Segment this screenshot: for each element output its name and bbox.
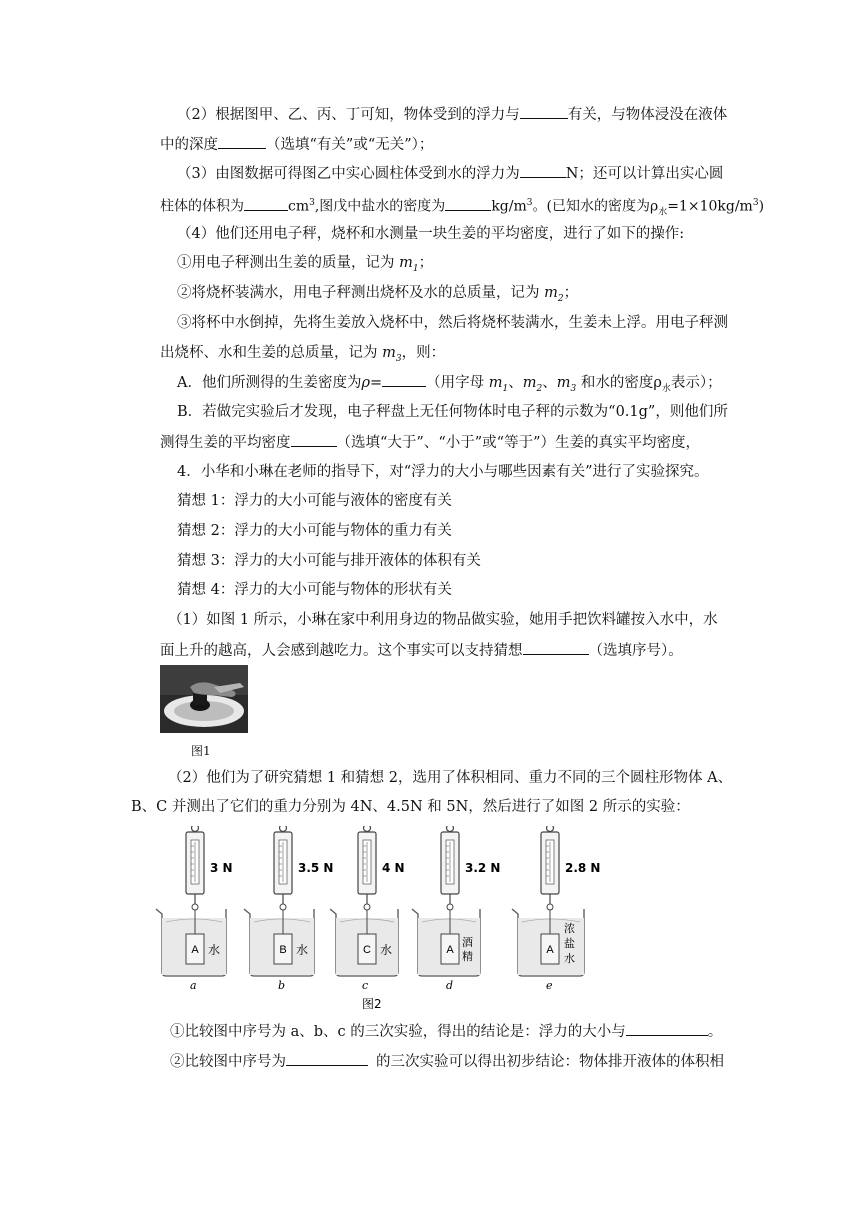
- answer-blank[interactable]: [626, 1021, 708, 1036]
- figure-2-caption: 图2: [362, 997, 382, 1011]
- hypothesis-1: 猜想 1：浮力的大小可能与液体的密度有关: [177, 493, 452, 509]
- liquid-e-1: 浓: [564, 922, 575, 935]
- label-c: c: [362, 979, 369, 992]
- reading-a: 3 N: [210, 861, 233, 875]
- text-line: 中的深度 （选填“有关”或“无关”）；: [160, 134, 433, 155]
- label-a: a: [190, 979, 197, 992]
- text-line: （2）根据图甲、乙、丙、丁可知，物体受到的浮力与 有关，与物体浸没在液体: [177, 104, 727, 125]
- block-c: C: [363, 944, 371, 956]
- liquid-b: 水: [296, 943, 309, 957]
- answer-blank[interactable]: [520, 163, 566, 178]
- text-line: ②比较图中序号为 的三次实验可以得出初步结论：物体排开液体的体积相: [170, 1051, 724, 1072]
- liquid-a: 水: [208, 943, 221, 957]
- reading-d: 3.2 N: [465, 861, 501, 875]
- block-a: A: [191, 944, 199, 956]
- text-line: ②将烧杯装满水，用电子秤测出烧杯及水的总质量，记为 $m_2$；: [177, 285, 579, 304]
- text-line: （2）他们为了研究猜想 1 和猜想 2，选用了体积相同、重力不同的三个圆柱形物体 A、: [168, 770, 733, 786]
- answer-blank[interactable]: [286, 1051, 368, 1066]
- figure-1-caption: 图1: [191, 744, 211, 758]
- hypothesis-3: 猜想 3：浮力的大小可能与排开液体的体积有关: [177, 553, 481, 569]
- text-line: ①用电子秤测出生姜的质量，记为 $m_1$；: [177, 255, 434, 274]
- answer-blank[interactable]: [520, 104, 568, 119]
- answer-blank[interactable]: [382, 372, 426, 387]
- question-4-heading: 4．小华和小琳在老师的指导下，对“浮力的大小与哪些因素有关”进行了实验探究。: [177, 464, 709, 480]
- liquid-e-3: 水: [564, 952, 575, 965]
- text-line: 面上升的越高，人会感到越吃力。这个事实可以支持猜想 （选填序号）。: [160, 640, 683, 661]
- figure-1-photo: [160, 665, 248, 733]
- answer-blank[interactable]: [445, 196, 491, 211]
- text-line: ③将杯中水倒掉，先将生姜放入烧杯中，然后将烧杯装满水，生姜未上浮。用电子秤测: [177, 315, 728, 331]
- block-d: A: [446, 944, 454, 956]
- answer-blank[interactable]: [244, 196, 288, 211]
- liquid-c: 水: [380, 943, 393, 957]
- text-line: （3）由图数据可得图乙中实心圆柱体受到水的浮力为 N；还可以计算出实心圆: [177, 163, 723, 184]
- text-line: （1）如图 1 所示，小琳在家中利用身边的物品做实验，她用手把饮料罐按入水中，水: [168, 612, 718, 628]
- answer-blank[interactable]: [523, 640, 589, 655]
- block-b: B: [279, 944, 287, 956]
- label-b: b: [278, 979, 286, 992]
- liquid-d-2: 精: [462, 950, 473, 963]
- text-line: （4）他们还用电子秤，烧杯和水测量一块生姜的平均密度，进行了如下的操作:: [177, 226, 685, 242]
- text-line: B．若做完实验后才发现，电子秤盘上无任何物体时电子秤的示数为“0.1g”，则他们所: [177, 404, 728, 420]
- hypothesis-4: 猜想 4：浮力的大小可能与物体的形状有关: [177, 582, 452, 598]
- label-e: e: [546, 979, 553, 992]
- block-e: A: [546, 944, 554, 956]
- liquid-e-2: 盐: [564, 937, 575, 950]
- reading-e: 2.8 N: [565, 861, 601, 875]
- text-line: 测得生姜的平均密度 （选填“大于”、“小于”或“等于”）生姜的真实平均密度，: [160, 432, 700, 453]
- liquid-d-1: 酒: [462, 936, 473, 949]
- text-line: ①比较图中序号为 a、b、c 的三次实验，得出的结论是：浮力的大小与 。: [170, 1021, 722, 1042]
- reading-c: 4 N: [382, 861, 405, 875]
- text-line: B、C 并测出了它们的重力分别为 4N、4.5N 和 5N，然后进行了如图 2 所示的实验：: [131, 799, 690, 815]
- hypothesis-2: 猜想 2：浮力的大小可能与物体的重力有关: [177, 523, 452, 539]
- answer-blank[interactable]: [218, 134, 266, 149]
- text-line: 出烧杯、水和生姜的总质量，记为 $m_3$，则：: [160, 345, 446, 364]
- figure-2-apparatus: [150, 826, 610, 1016]
- label-d: d: [446, 979, 454, 992]
- text-line: 柱体的体积为 $cm^3$,图戊中盐水的密度为 $kg/m^3$。(已知水的密度为$\rho_水=1\times 10kg/m^3$): [160, 193, 764, 222]
- answer-blank[interactable]: [291, 432, 337, 447]
- text-line: A．他们所测得的生姜密度为ρ= （用字母 $m_1$、$m_2$、$m_3$ 和水的密度$\rho_水$表示）；: [177, 372, 722, 399]
- reading-b: 3.5 N: [298, 861, 334, 875]
